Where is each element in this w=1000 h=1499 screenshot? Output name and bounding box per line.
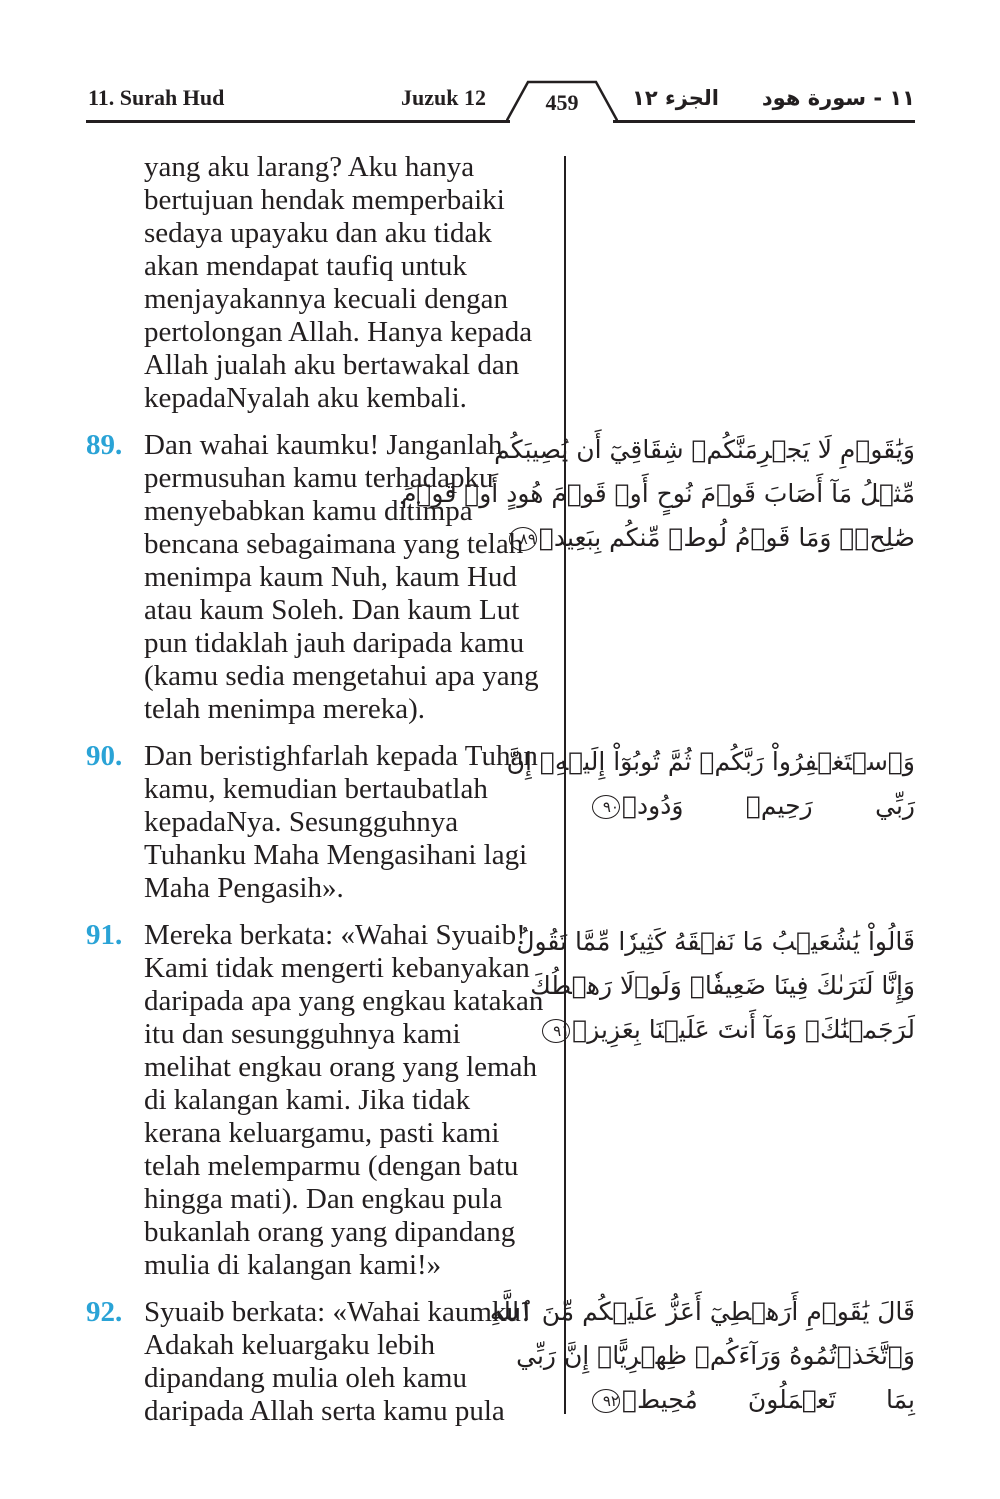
translation-line: Allah jualah aku bertawakal dan <box>144 349 520 381</box>
translation-line: pun tidaklah jauh daripada kamu <box>144 627 525 659</box>
verse-92-arabic <box>489 1290 915 1422</box>
ayah-marker-icon: ٨٩ <box>509 527 537 551</box>
column-divider <box>564 156 566 1414</box>
translation-line: Syuaib berkata: «Wahai kaumku! <box>144 1296 531 1328</box>
translation-line: akan mendapat taufiq untuk <box>144 250 467 282</box>
translation-line: bencana sebagaimana yang telah <box>144 528 524 560</box>
translation-line: kepadaNya. Sesungguhnya <box>144 806 459 838</box>
juz-label-latin: Juzuk 12 <box>401 85 486 110</box>
arabic-line <box>590 1378 915 1422</box>
translation-line: Mereka berkata: «Wahai Syuaib! <box>144 919 526 951</box>
arabic-line: قَالَ يَٰقَوۡمِ أَرَهۡطِيٓ أَعَزُّ عَلَيۡكُم مِّنَ ٱللَّهِ <box>489 1297 915 1326</box>
translation-line: (kamu sedia mengetahui apa yang <box>144 660 539 692</box>
verse-90-translation <box>86 740 556 905</box>
header-rule-right <box>613 120 915 123</box>
translation-line: atau kaum Soleh. Dan kaum Lut <box>144 594 520 626</box>
surah-title-arabic: ١١ - سورة هود <box>761 86 915 110</box>
page-number: 459 <box>545 90 579 115</box>
arabic-line <box>590 784 915 828</box>
translation-line: hingga mati). Dan engkau pula <box>144 1183 503 1215</box>
translation-line: Kami tidak mengerti kebanyakan <box>144 952 530 984</box>
translation-line: kamu, kemudian bertaubatlah <box>144 773 488 805</box>
header-rule-left <box>86 120 510 123</box>
verse-90-arabic <box>506 740 915 828</box>
translation-line: daripada apa yang engkau katakan <box>144 985 544 1017</box>
translation-line: Tuhanku Maha Mengasihani lagi <box>144 839 528 871</box>
translation-line: kepadaNyalah aku kembali. <box>144 382 467 414</box>
arabic-line <box>519 516 915 560</box>
translation-line: melihat engkau orang yang lemah <box>144 1051 537 1083</box>
verse-91-arabic <box>516 920 915 1052</box>
verse-89-arabic <box>400 428 915 560</box>
arabic-line: وَإِنَّا لَنَرَىٰكَ فِينَا ضَعِيفٗاۖ وَلَوۡلَا رَهۡطُكَ <box>530 971 915 1000</box>
translation-line: yang aku larang? Aku hanya <box>144 151 475 183</box>
translation-line: menjayakannya kecuali dengan <box>144 283 508 315</box>
translation-line: telah melemparmu (dengan batu <box>144 1150 519 1182</box>
translation-line: di kalangan kami. Jika tidak <box>144 1084 471 1116</box>
verse-91-translation <box>86 919 556 1282</box>
translation-line: kerana keluargamu, pasti kami <box>144 1117 500 1149</box>
verse-number: 89. <box>86 429 123 461</box>
translation-line: Adakah keluargaku lebih <box>144 1329 435 1361</box>
surah-title-latin: 11. Surah Hud <box>88 85 225 110</box>
ayah-marker-icon: ٩١ <box>542 1019 570 1043</box>
arabic-text: بِمَا تَعۡمَلُونَ مُحِيطٞ <box>622 1385 915 1414</box>
ayah-marker-icon: ٩٢ <box>592 1389 620 1413</box>
arabic-line <box>553 1008 915 1052</box>
translation-line: bukanlah orang yang dipandang <box>144 1216 516 1248</box>
translation-line: Dan wahai kaumku! Janganlah <box>144 429 503 461</box>
verse-number: 91. <box>86 919 123 951</box>
translation-line: itu dan sesungguhnya kami <box>144 1018 461 1050</box>
arabic-line: وَٱسۡتَغۡفِرُواْ رَبَّكُمۡ ثُمَّ تُوبُوٓاْ إِلَيۡهِۚ إِنَّ <box>506 747 915 776</box>
translation-line: sedaya upayaku dan aku tidak <box>144 217 492 249</box>
juz-label-arabic: الجزء ١٢ <box>632 86 719 110</box>
arabic-text: لَرَجَمۡنَٰكَۖ وَمَآ أَنتَ عَلَيۡنَا بِعَزِيزٖ <box>572 1015 915 1044</box>
verse-92-translation <box>86 1296 556 1428</box>
translation-line: pertolongan Allah. Hanya kepada <box>144 316 533 348</box>
arabic-line: قَالُواْ يَٰشُعَيۡبُ مَا نَفۡقَهُ كَثِيرٗا مِّمَّا تَقُولُ <box>516 927 915 956</box>
translation-line: Maha Pengasih». <box>144 872 344 904</box>
arabic-line: مِّثۡلُ مَآ أَصَابَ قَوۡمَ نُوحٍ أَوۡ قَوۡمَ هُودٍ أَوۡ قَوۡمَ <box>400 479 915 508</box>
translation-line: dipandang mulia oleh kamu <box>144 1362 467 1394</box>
translation-line: daripada Allah serta kamu pula <box>144 1395 505 1427</box>
translation-line: Dan beristighfarlah kepada Tuhan <box>144 740 538 772</box>
continuation-paragraph <box>86 151 556 415</box>
page-header <box>86 78 915 126</box>
translation-line: mulia di kalangan kami!» <box>144 1249 442 1281</box>
arabic-text: رَبِّي رَحِيمٞ وَدُودٞ <box>622 791 915 820</box>
translation-line: menyebabkan kamu ditimpa <box>144 495 473 527</box>
verse-number: 92. <box>86 1296 123 1328</box>
ayah-marker-icon: ٩٠ <box>592 795 620 819</box>
arabic-text: صَٰلِحٖۚ وَمَا قَوۡمُ لُوطٖ مِّنكُم بِبَعِيدٖ <box>538 523 915 552</box>
translation-column <box>86 151 556 1442</box>
arabic-line: وَٱتَّخَذۡتُمُوهُ وَرَآءَكُمۡ ظِهۡرِيًّاۖ إِنَّ رَبِّي <box>516 1341 915 1370</box>
arabic-line: وَيَٰقَوۡمِ لَا يَجۡرِمَنَّكُمۡ شِقَاقِيٓ أَن يُصِيبَكُم <box>494 435 915 464</box>
verse-number: 90. <box>86 740 123 772</box>
translation-line: permusuhan kamu terhadapku <box>144 462 494 494</box>
translation-line: menimpa kaum Nuh, kaum Hud <box>144 561 517 593</box>
translation-line: bertujuan hendak memperbaiki <box>144 184 505 216</box>
translation-line: telah menimpa mereka). <box>144 693 426 725</box>
